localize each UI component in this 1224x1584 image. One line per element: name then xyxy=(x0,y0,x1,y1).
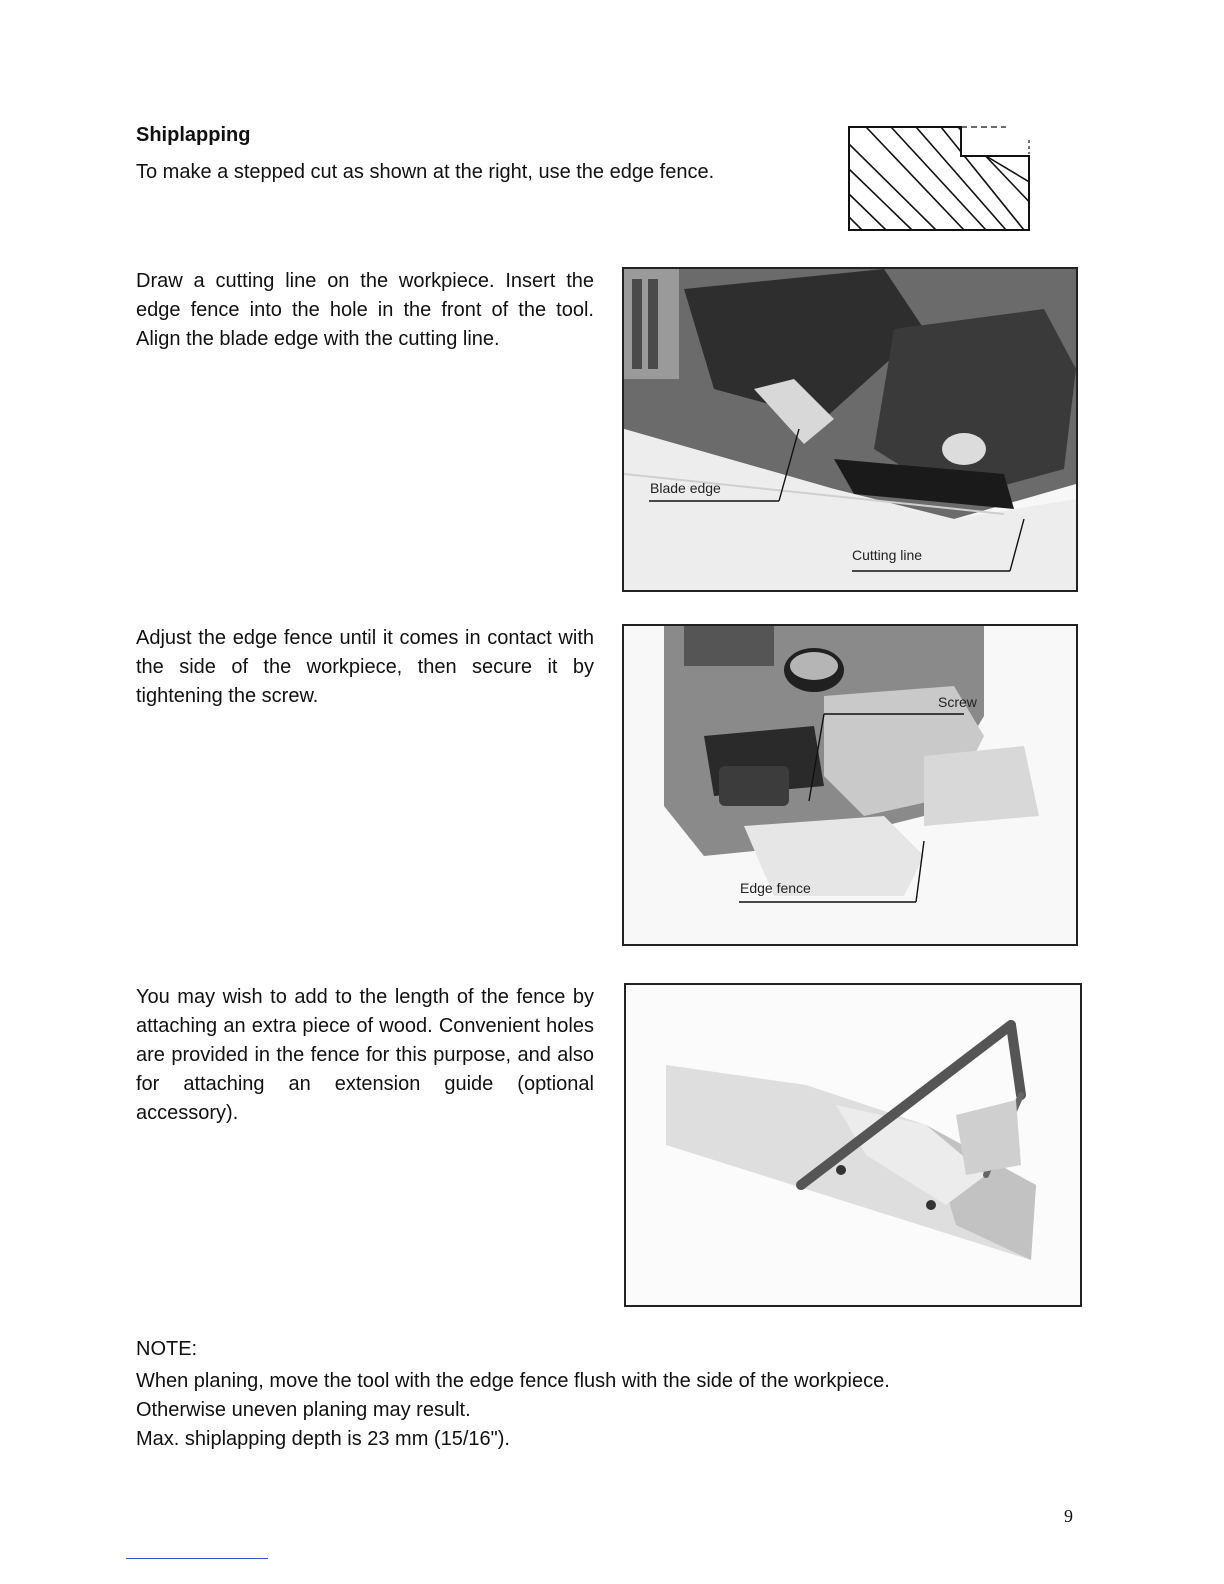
note-line: When planing, move the tool with the edge fence flush with the side of the workpiece. xyxy=(136,1370,890,1392)
photo-blade-alignment xyxy=(622,267,1078,592)
note-line: Otherwise uneven planing may result. xyxy=(136,1399,471,1421)
note-line: Max. shiplapping depth is 23 mm (15/16"). xyxy=(136,1428,510,1450)
fence-photo-illustration xyxy=(624,626,1076,944)
label-cutting-line: Cutting line xyxy=(852,547,923,563)
photo-edge-fence-screw xyxy=(622,624,1078,946)
label-screw: Screw xyxy=(938,694,977,710)
section-title: Shiplapping xyxy=(136,124,251,146)
label-edge-fence: Edge fence xyxy=(740,880,811,896)
step-3-text: You may wish to add to the length of the fence by attaching an extra piece of wood. Convenient holes are provided in the fence for this purpose, and also for attaching an extension guide (optional accessory). xyxy=(136,986,594,1124)
step-1-text: Draw a cutting line on the workpiece. Insert the edge fence into the hole in the front of the tool. Align the blade edge with the cutting line. xyxy=(136,270,594,350)
stepped-cut-diagram xyxy=(846,124,1036,234)
label-blade-edge: Blade edge xyxy=(650,480,721,496)
note-heading: NOTE: xyxy=(136,1338,198,1360)
footer-rule xyxy=(126,1558,268,1559)
planer-photo-illustration xyxy=(624,269,1076,590)
page-number: 9 xyxy=(1064,1506,1073,1526)
intro-paragraph: To make a stepped cut as shown at the right, use the edge fence. xyxy=(136,161,715,183)
note-body xyxy=(136,1367,1086,1454)
step-2-text: Adjust the edge fence until it comes in contact with the side of the workpiece, then secure it by tightening the screw. xyxy=(136,627,594,707)
fence-accessory-illustration xyxy=(626,985,1080,1305)
photo-edge-fence-accessory xyxy=(624,983,1082,1307)
